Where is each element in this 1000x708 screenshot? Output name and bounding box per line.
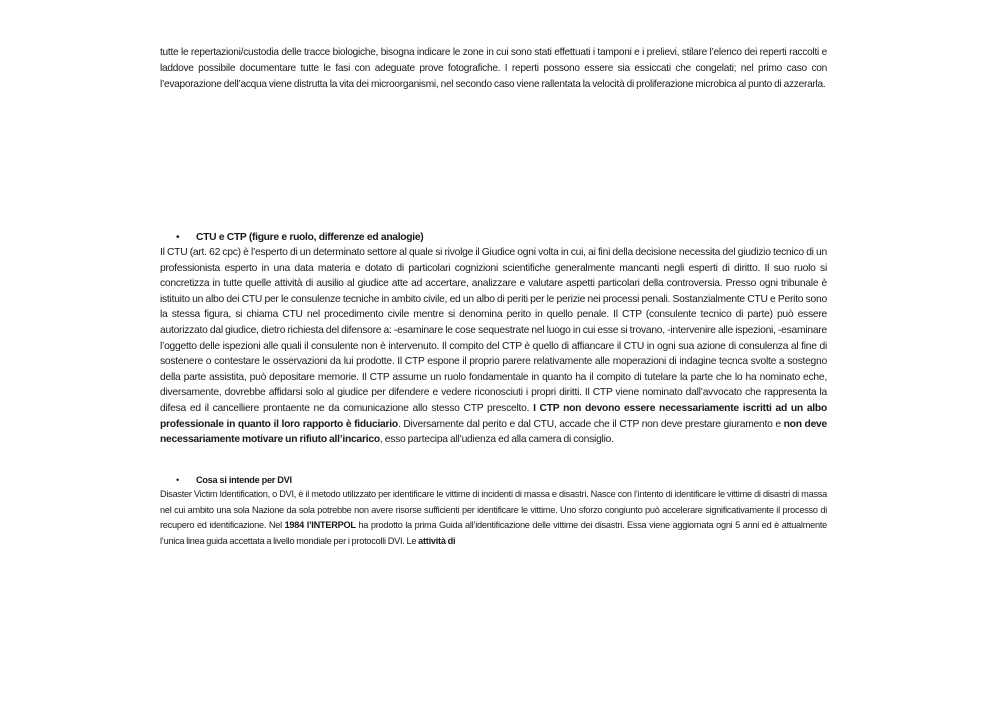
bullet-icon: • xyxy=(176,232,180,243)
dvi-bold-1: 1984 l’INTERPOL xyxy=(284,520,356,531)
dvi-text-1: Disaster Victim Identification, o DVI, è il metodo utilizzato per identificare le vittime di incidenti di massa e disastri. Nasce con l’intento di identificare le vittime di disastri di massa nel cui ambito una sola Nazione da sola potrebbe non avere risorse sufficienti per identificare le vittime. Uno sforzo congiunto può accelerare significativamente il processo di recupero ed identificazione. Nel xyxy=(160,489,827,531)
dvi-bold-2: attività di xyxy=(418,535,456,546)
dvi-heading-text: Cosa si intende per DVI xyxy=(196,475,292,485)
ctu-ctp-heading xyxy=(176,231,423,245)
ctu-ctp-bold-1: I CTP non devono essere necessariamente iscritti ad un albo professionale in quanto il loro rapporto è fiduciario xyxy=(160,402,827,430)
bullet-icon: • xyxy=(176,475,179,485)
dvi-paragraph xyxy=(160,487,827,549)
ctu-ctp-paragraph xyxy=(160,245,827,448)
dvi-heading xyxy=(176,473,292,487)
ctu-ctp-bold-2: non deve necessariamente motivare un rifiuto all’incarico xyxy=(160,418,827,446)
ctu-ctp-text-1: Il CTU (art. 62 cpc) è l’esperto di un determinato settore al quale si rivolge il Giudice ogni volta in cui, ai fini della decisione necessita del giudizio tecnico di un professionista esperto in una data materia e dotato di particolari cognizioni scientifiche generalmente mancanti negli esperti di diritto. Il suo ruolo si concretizza in tutte quelle attività di ausilio al giudice atte ad accertare, analizzare e valutare aspetti particolari della controversia. Presso ogni tribunale è istituito un albo dei CTU per le consulenze tecniche in ambito civile, ed un albo di periti per le perizie nei processi penali. Sostanzialmente CTU e Perito sono la stessa figura, si chiama CTU nel procedimento civile mentre si denomina perito in quello penale. Il CTP (consulente tecnico di parte) può essere autorizzato dal giudice, dietro richiesta del difensore a: -esaminare le cose sequestrate nel luogo in cui esse si trovano, -intervenire alle ispezioni, -esaminare l’oggetto delle ispezioni alle quali il consulente non è intervenuto. Il compito del CTP è quello di affiancare il CTU in ogni sua azione di consulenza al fine di sostenere o contestare le osservazioni da lui prodotte. Il CTP espone il proprio parere relativamente alle moperazioni di indagine tecnca svolte a sostegno della parte assistita, può depositare memorie. Il CTP assume un ruolo fondamentale in quanto ha il compito di tutelare la parte che lo ha nominato eche, diversamente, dovrebbe affidarsi solo al giudice per difendere e vedere riconosciuti i propri diritti. Il CTP viene nominato dall’avvocato che rappresenta la difesa ed il cancelliere prontaente ne da comunicazione allo stesso CTP prescelto. xyxy=(160,247,827,414)
intro-paragraph xyxy=(160,45,827,93)
intro-paragraph-text: tutte le repertazioni/custodia delle tracce biologiche, bisogna indicare le zone in cui sono stati effettuati i tamponi e i prelievi, stilare l’elenco dei reperti raccolti e laddove possibile documentare tutte le fasi con adeguate prove fotografiche. I reperti possono essere sia essiccati che congelati; nel primo caso con l’evaporazione dell’acqua viene distrutta la vita dei microorganismi, nel secondo caso viene rallentata la velocità di proliferazione microbica al punto di azzerarla. xyxy=(160,47,827,90)
ctu-ctp-text-2: . Diversamente dal perito e dal CTU, accade che il CTP non deve prestare giuramento e xyxy=(397,418,784,430)
ctu-ctp-heading-text: CTU e CTP (figure e ruolo, differenze ed analogie) xyxy=(196,232,424,243)
ctu-ctp-text-3: , esso partecipa all’udienza ed alla camera di consiglio. xyxy=(379,434,614,446)
dvi-text-2: ha prodotto la prima Guida all’identificazione delle vittime dei disastri. Essa viene aggiornata ogni 5 anni ed è attualmente l’unica linea guida accettata a livello mondiale per i protocolli DVI. Le xyxy=(160,520,827,546)
